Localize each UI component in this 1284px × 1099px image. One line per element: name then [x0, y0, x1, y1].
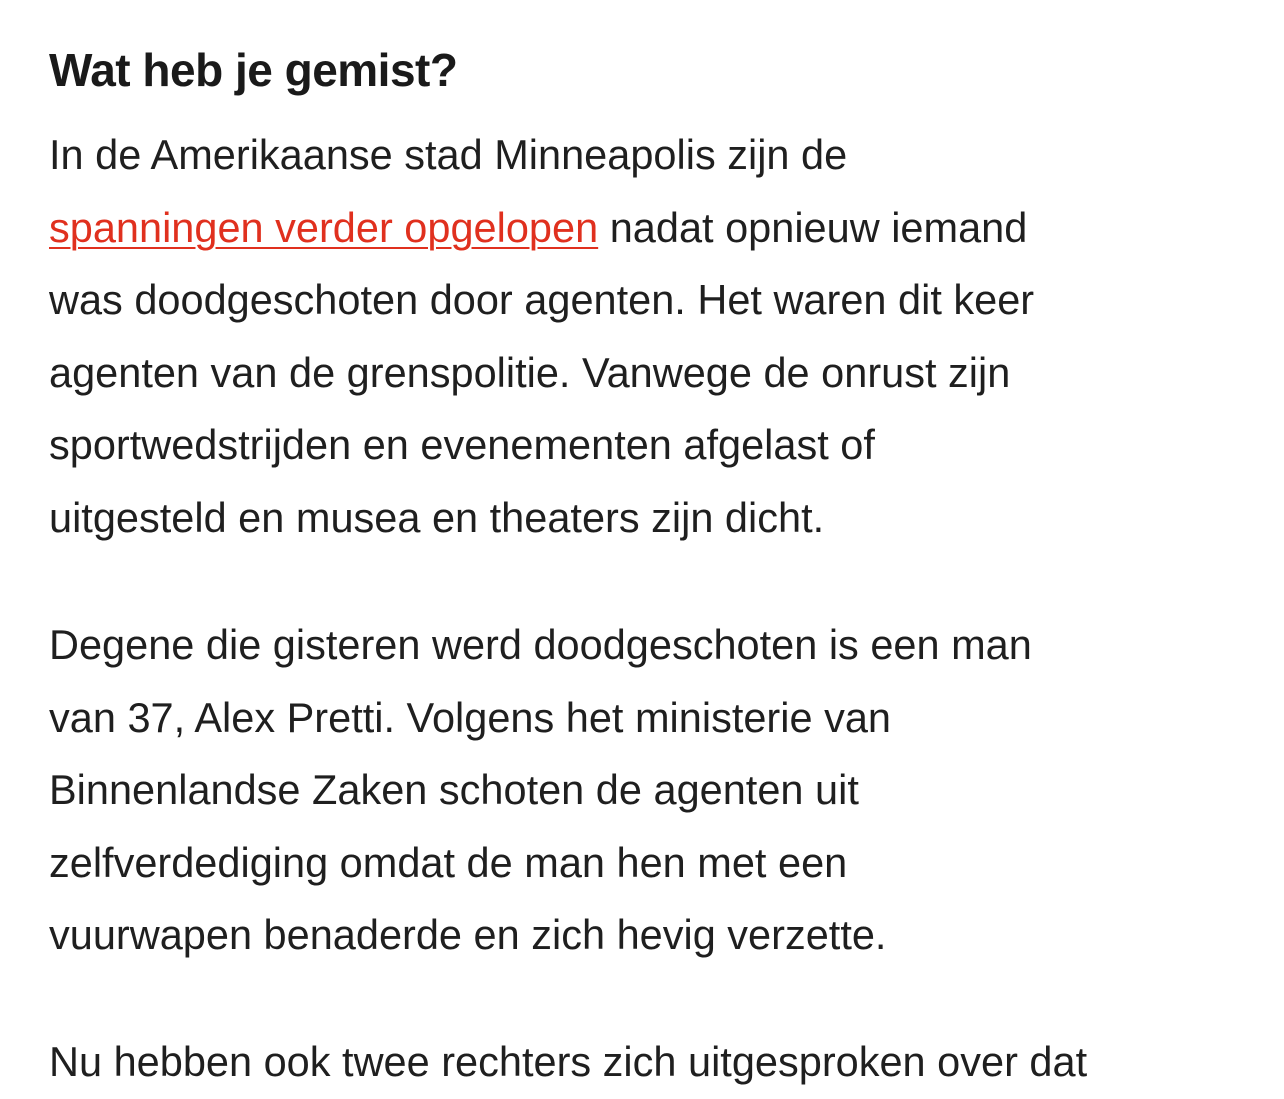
paragraph-1-rest: nadat opnieuw iemand was doodgeschoten door agenten. Het waren dit keer agenten van de grenspolitie. Vanwege de onrust zijn sportwedstrijden en evenementen afgelast of uitgesteld en musea en theaters zijn dicht. [49, 203, 1035, 541]
paragraph-2: Degene die gisteren werd doodgeschoten is een man van 37, Alex Pretti. Volgens het ministerie van Binnenlandse Zaken schoten de agenten uit zelfverdediging omdat de man hen met een vuurwapen benaderde en zich hevig verzette. [49, 621, 1032, 958]
spanningen-link[interactable]: spanningen verder opgelopen [49, 203, 599, 251]
paragraph-3-partial: Nu hebben ook twee rechters zich uitgesproken over dat [49, 1038, 1088, 1085]
paragraph-1 [49, 119, 1244, 554]
paragraph-1-intro: In de Amerikaanse stad Minneapolis zijn de [49, 131, 848, 178]
section-heading: Wat heb je gemist? [49, 44, 458, 96]
